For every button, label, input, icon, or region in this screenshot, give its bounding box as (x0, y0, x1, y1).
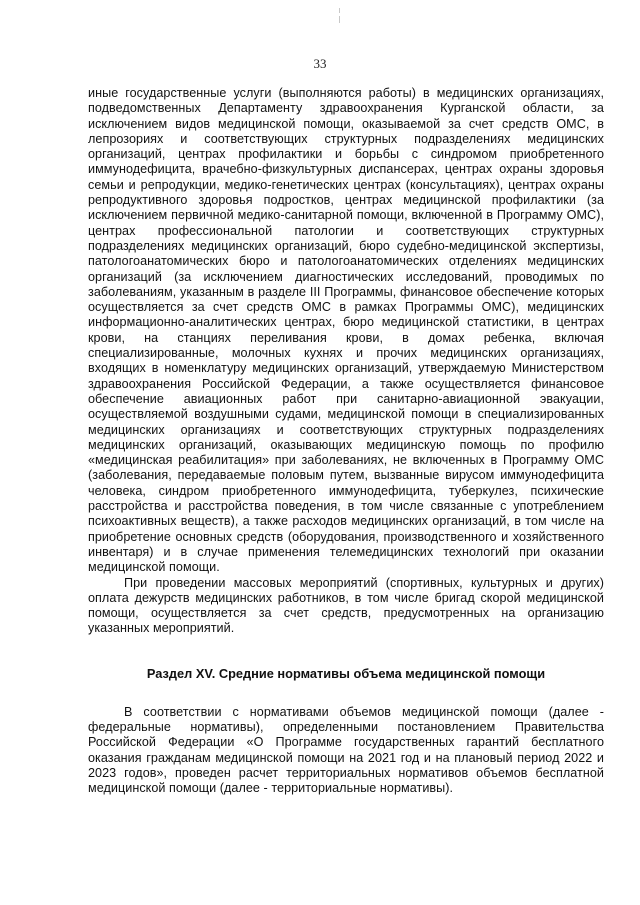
section-heading: Раздел XV. Средние нормативы объема медицинской помощи (146, 665, 546, 681)
scan-artifact-mark (339, 8, 340, 13)
scan-artifact-mark (339, 16, 340, 23)
paragraph-continuation: иные государственные услуги (выполняются работы) в медицинских организациях, подведомственных Департаменту здравоохранения Курганской области, за исключением видов медицинской помощи, оказываемой за счет средств ОМС, в лепрозориях и соответствующих структурных подразделениях медицинских организаций, центрах профилактики и борьбы с синдромом приобретенного иммунодефицита, врачебно-физкультурных диспансерах, центрах охраны здоровья семьи и репродукции, медико-генетических центрах (консультациях), центрах охраны репродуктивного здоровья подростков, центрах медицинской профилактики (за исключением первичной медико-санитарной помощи, включенной в Программу ОМС), центрах профессиональной патологии и соответствующих структурных подразделениях медицинских организаций, бюро судебно-медицинской экспертизы, патологоанатомических бюро и патологоанатомических отделениях медицинских организаций (за исключением диагностических исследований, проводимых по заболеваниям, указанным в разделе III Программы, финансовое обеспечение которых осуществляется за счет средств ОМС в рамках Программы ОМС), медицинских информационно-аналитических центрах, бюро медицинской статистики, в центрах крови, на станциях переливания крови, в домах ребенка, включая специализированные, молочных кухнях и прочих медицинских организациях, входящих в номенклатуру медицинских организаций, утверждаемую Министерством здравоохранения Российской Федерации, а также осуществляется финансовое обеспечение авиационных работ при санитарно-авиационной эвакуации, осуществляемой воздушными судами, медицинской помощи в специализированных медицинских организациях и соответствующих структурных подразделениях медицинских организаций, оказывающих медицинскую помощь по профилю «медицинская реабилитация» при заболеваниях, не включенных в Программу ОМС (заболевания, передаваемые половым путем, вызванные вирусом иммунодефицита человека, синдром приобретенного иммунодефицита, туберкулез, психические расстройства и расстройства поведения, в том числе связанные с употреблением психоактивных веществ), а также расходов медицинских организаций, в том числе на приобретение основных средств (оборудования, производственного и хозяйственного инвентаря) и в случае применения телемедицинских технологий при оказании медицинской помощи. (88, 86, 604, 575)
page-number: 33 (313, 56, 327, 71)
paragraph-section-intro: В соответствии с нормативами объемов медицинской помощи (далее - федеральные нормативы), определенными постановлением Правительства Российской Федерации «О Программе государственных гарантий бесплатного оказания гражданам медицинской помощи на 2021 год и на плановый период 2022 и 2023 годов», проведен расчет территориальных нормативов объемов бесплатной медицинской помощи (далее - территориальные нормативы). (88, 704, 604, 796)
document-body (88, 86, 604, 796)
paragraph-mass-events: При проведении массовых мероприятий (спортивных, культурных и других) оплата дежурств медицинских работников, в том числе бригад скорой медицинской помощи, осуществляется за счет средств, предусмотренных на организацию указанных мероприятий. (88, 575, 604, 636)
